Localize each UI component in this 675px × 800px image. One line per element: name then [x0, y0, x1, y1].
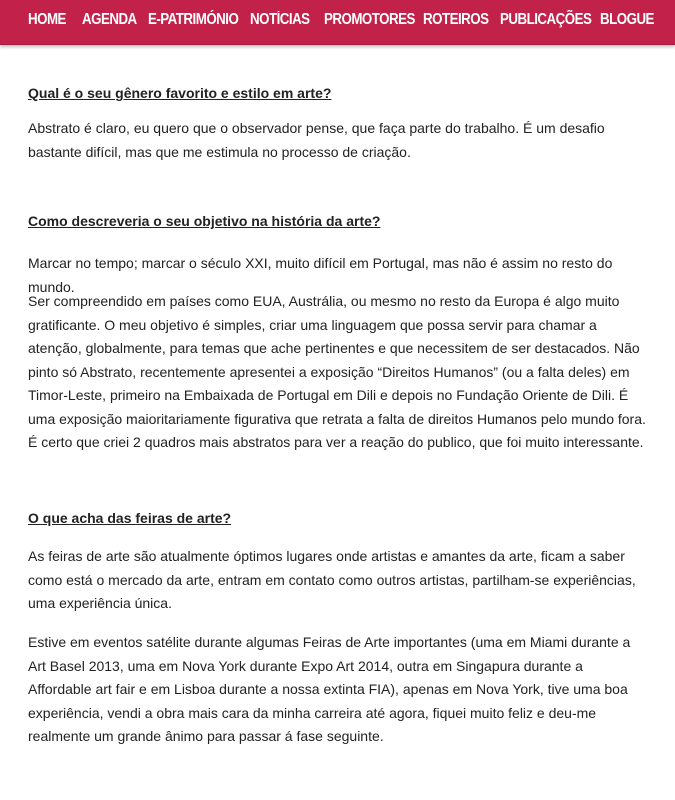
nav-agenda[interactable]: AGENDA: [82, 11, 137, 28]
question-heading: Como descreveria o seu objetivo na história da arte?: [28, 213, 381, 229]
nav-noticias[interactable]: NOTÍCIAS: [250, 11, 310, 28]
nav-roteiros[interactable]: ROTEIROS: [423, 11, 489, 28]
question-heading: Qual é o seu gênero favorito e estilo em arte?: [28, 85, 332, 101]
answer-paragraph: Estive em eventos satélite durante algumas Feiras de Arte importantes (uma em Miami durante a Art Basel 2013, uma em Nova York durante Expo Art 2014, outra em Singapura durante a Affordable art fair e em Lisboa durante a nossa extinta FIA), apenas em Nova York, tive uma boa experiência, vendi a obra mais cara da minha carreira até agora, fiquei muito feliz e deu-me realmente um grande ânimo para passar á fase seguinte.: [28, 634, 631, 744]
nav-promotores[interactable]: PROMOTORES: [324, 11, 415, 28]
nav-e-patrimonio[interactable]: E-PATRIMÓNIO: [148, 11, 239, 28]
nav-blogue[interactable]: BLOGUE: [600, 11, 654, 28]
answer-paragraph: Abstrato é claro, eu quero que o observador pense, que faça parte do trabalho. É um desafio bastante difícil, mas que me estimula no processo de criação.: [28, 120, 605, 160]
main-navigation: [0, 0, 675, 45]
question-heading: O que acha das feiras de arte?: [28, 510, 232, 526]
nav-home[interactable]: HOME: [28, 11, 66, 28]
nav-publicacoes[interactable]: PUBLICAÇÕES: [500, 11, 592, 28]
answer-paragraph: Marcar no tempo; marcar o século XXI, muito difícil em Portugal, mas não é assim no resto do mundo.: [28, 255, 613, 295]
answer-paragraph: Ser compreendido em países como EUA, Austrália, ou mesmo no resto da Europa é algo muito gratificante. O meu objetivo é simples, criar uma linguagem que possa servir para chamar a atenção, globalmente, para temas que ache pertinentes e que necessitem de ser destacados. Não pinto só Abstrato, recentemente apresentei a exposição “Direitos Humanos” (ou a falta deles) em Timor-Leste, primeiro na Embaixada de Portugal em Dili e depois no Fundação Oriente de Dili. É uma exposição maioritariamente figurativa que retrata a falta de direitos Humanos pelo mundo fora. É certo que criei 2 quadros mais abstratos para ver a reação do publico, que foi muito interessante.: [28, 293, 646, 450]
answer-paragraph: As feiras de arte são atualmente óptimos lugares onde artistas e amantes da arte, ficam a saber como está o mercado da arte, entram em contato como outros artistas, partilham-se experiências, uma experiência única.: [28, 548, 636, 611]
